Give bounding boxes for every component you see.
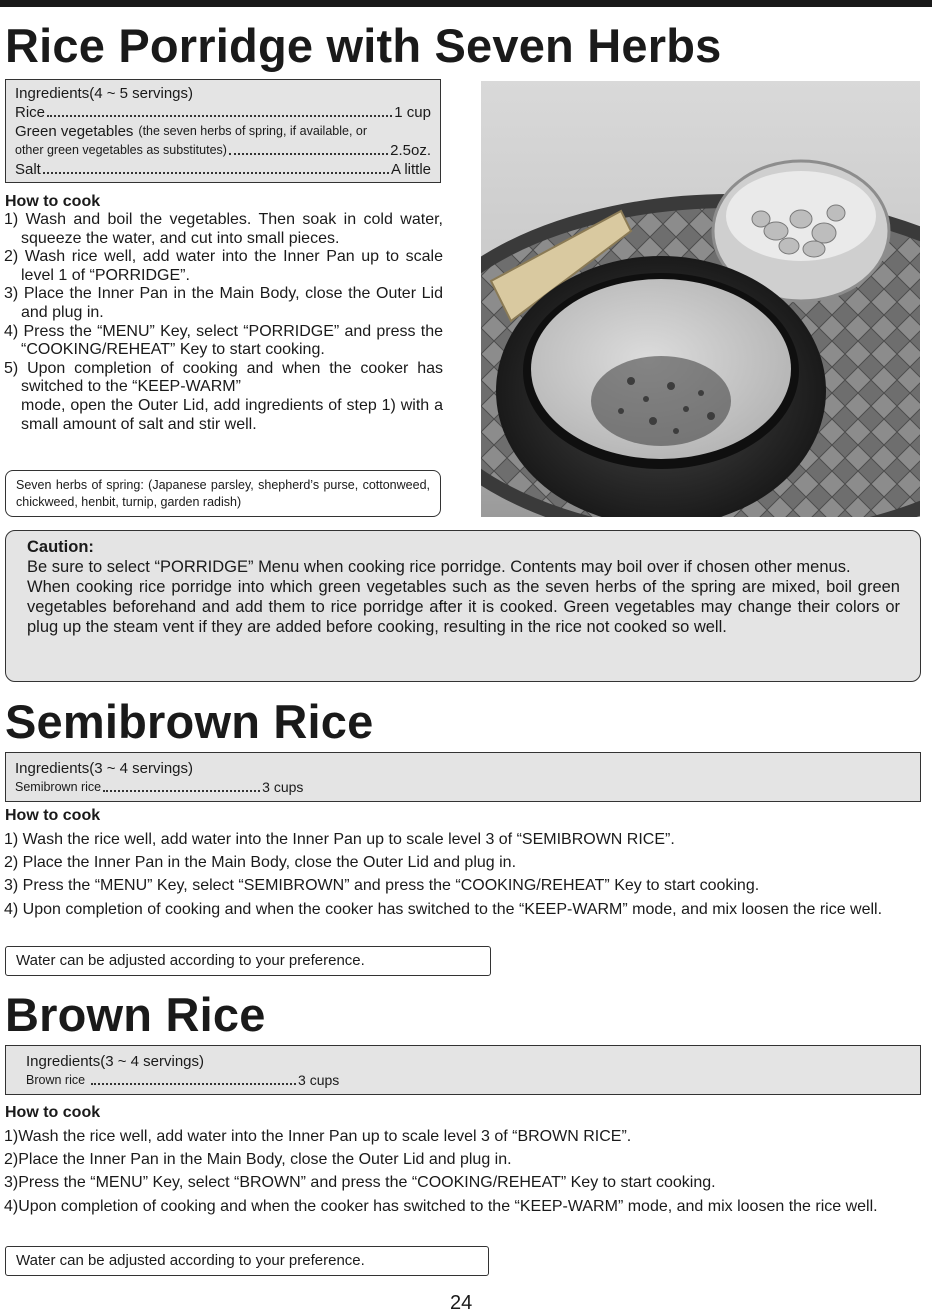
leader-dots [103,790,260,792]
brown-step-1: 1)Wash the rice well, add water into the Inner Pan up to scale level 3 of “BROWN RICE”. [4,1128,632,1145]
ingredient-brown-label: Brown rice [26,1073,86,1087]
caution-box [5,530,921,682]
brown-step-3: 3)Press the “MENU” Key, select “BROWN” and press the “COOKING/REHEAT” Key to start cooking. [4,1174,716,1192]
ingredient-rice [15,103,431,122]
porridge-ingredients-heading: Ingredients(4 ~ 5 servings) [15,85,194,102]
semibrown-steps [4,828,920,921]
ingredient-greens-cont [15,141,431,160]
leader-dots [47,115,392,117]
top-rule [0,0,932,7]
brown-ingredients-box [5,1045,921,1095]
porridge-howto-heading: How to cook [5,193,101,210]
leader-dots [91,1083,296,1085]
ingredient-brown-amount: 3 cups [298,1072,340,1088]
brown-steps [4,1125,920,1218]
porridge-step-5: 5) Upon completion of cooking and when the cooker has switched to the “KEEP-WARM” [4,359,443,396]
porridge-title: Rice Porridge with Seven Herbs [5,19,722,72]
leader-dots [43,172,389,174]
semibrown-step-1: 1) Wash the rice well, add water into the Inner Pan up to scale level 3 of “SEMIBROWN RICE”. [4,831,675,848]
ingredient-greens-note: (the seven herbs of spring, if available, or [138,124,368,138]
porridge-step-4: 4) Press the “MENU” Key, select “PORRIDGE” and press the “COOKING/REHEAT” Key to start cooking. [4,322,443,359]
semibrown-water-note: Water can be adjusted according to your preference. [5,946,491,976]
brown-step-4: 4)Upon completion of cooking and when the cooker has switched to the “KEEP-WARM” mode, and mix loosen the rice well. [4,1197,878,1215]
ingredient-salt [15,160,431,179]
porridge-step-3: 3) Place the Inner Pan in the Main Body, close the Outer Lid and plug in. [4,285,443,321]
ingredient-salt-amount: A little [390,161,431,178]
semibrown-step-2: 2) Place the Inner Pan in the Main Body, close the Outer Lid and plug in. [4,854,517,872]
semibrown-ingredients-heading: Ingredients(3 ~ 4 servings) [15,760,194,777]
caution-text-2: When cooking rice porridge into which green vegetables such as the seven herbs of the spring are mixed, boil green vegetables beforehand and add them to rice porridge after it is cooked. Green vegetables may change their colors or plug up the steam vent if they are added before cooking, resulting in the rice not cooked so well. [27,578,900,636]
porridge-step-2: 2) Wash rice well, add water into the Inner Pan up to scale level 1 of “PORRIDGE”. [4,248,443,284]
brown-ingredients-heading: Ingredients(3 ~ 4 servings) [26,1053,205,1070]
semibrown-step-4: 4) Upon completion of cooking and when the cooker has switched to the “KEEP-WARM” mode, and mix loosen the rice well. [4,900,883,918]
ingredient-brown [26,1071,911,1090]
porridge-steps [4,211,443,434]
herbs-note: Seven herbs of spring: (Japanese parsley, shepherd’s purse, cottonweed, chickweed, henbit, turnip, garden radish) [5,470,441,517]
porridge-ingredients-box [5,79,441,183]
semibrown-howto-heading: How to cook [5,807,101,824]
page-number: 24 [450,1292,473,1314]
ingredient-greens-label: Green vegetables [15,123,134,140]
caution-heading: Caution: [27,538,94,556]
semibrown-title: Semibrown Rice [5,695,374,748]
ingredient-semibrown-label: Semibrown rice [15,780,102,794]
brown-howto-heading: How to cook [5,1104,101,1121]
ingredient-greens [15,122,431,141]
porridge-photo [481,81,920,517]
leader-dots [229,153,388,155]
porridge-step-1: 1) Wash and boil the vegetables. Then soak in cold water, squeeze the water, and cut into small pieces. [4,211,443,247]
ingredient-rice-amount: 1 cup [394,104,431,121]
porridge-step-5-cont: mode, open the Outer Lid, add ingredients of step 1) with a small amount of salt and stir well. [21,396,443,433]
ingredient-rice-label: Rice [15,104,46,121]
brown-step-2: 2)Place the Inner Pan in the Main Body, close the Outer Lid and plug in. [4,1151,512,1169]
ingredient-greens-note-2: other green vegetables as substitutes) [15,143,227,157]
ingredient-greens-amount: 2.5oz. [390,142,431,159]
brown-water-note: Water can be adjusted according to your preference. [5,1246,489,1276]
brown-title: Brown Rice [5,988,266,1041]
semibrown-ingredients-box [5,752,921,802]
ingredient-semibrown [15,778,911,797]
semibrown-step-3: 3) Press the “MENU” Key, select “SEMIBROWN” and press the “COOKING/REHEAT” Key to start cooking. [4,877,760,895]
caution-text-1: Be sure to select “PORRIDGE” Menu when cooking rice porridge. Contents may boil over if chosen other menus. [27,558,851,576]
ingredient-salt-label: Salt [15,161,41,178]
ingredient-semibrown-amount: 3 cups [262,779,304,795]
